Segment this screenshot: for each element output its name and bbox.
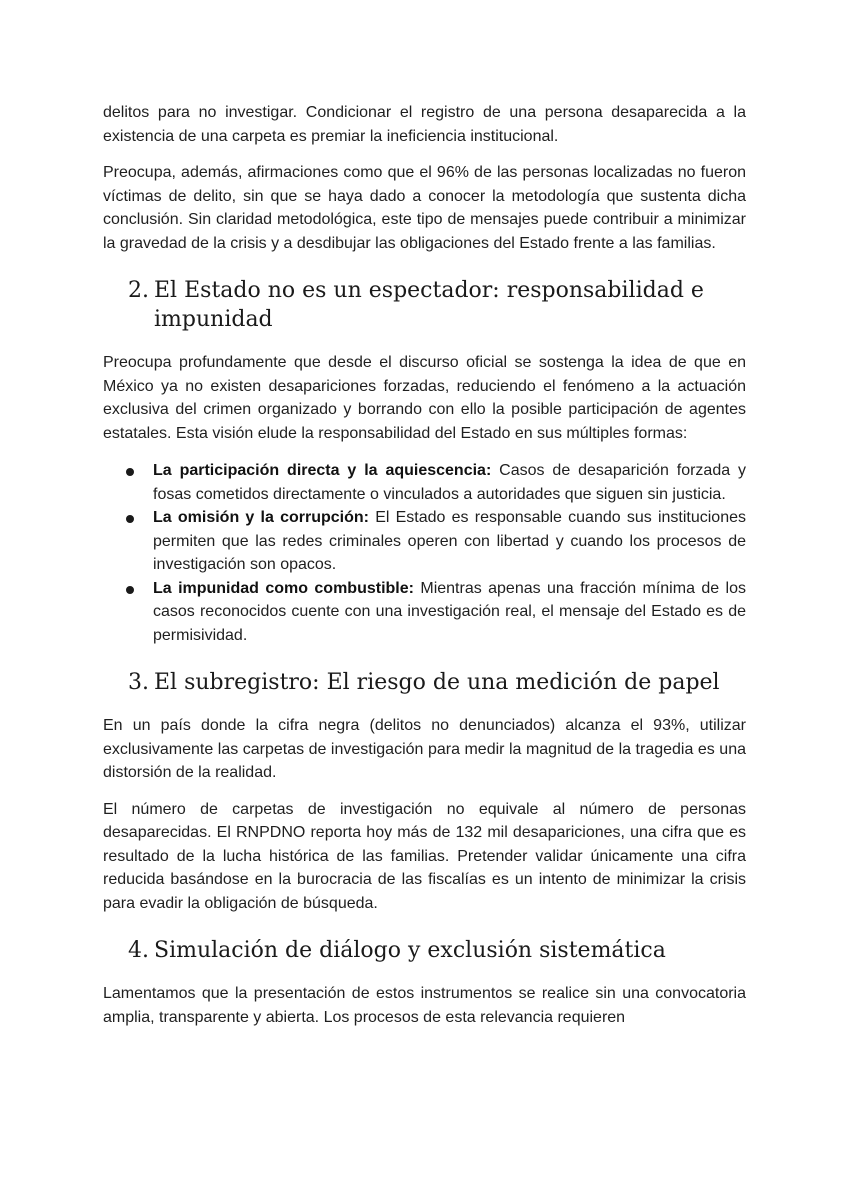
section-number: 3. <box>128 670 149 695</box>
section-heading-3 <box>103 668 746 697</box>
list-item <box>103 459 746 506</box>
list-item <box>103 506 746 577</box>
section-heading-2 <box>103 276 746 334</box>
section-title: El subregistro: El riesgo de una medición de papel <box>154 670 720 695</box>
list-item-text: Casos de desaparición forzada y fosas cometidos directamente o vinculados a autoridades que siguen sin justicia. <box>153 462 747 503</box>
bullet-icon <box>126 468 134 476</box>
list-item <box>103 577 746 648</box>
bullet-icon <box>126 515 134 523</box>
list-item-label: La omisión y la corrupción: <box>153 509 369 526</box>
list-item-text: Mientras apenas una fracción mínima de los casos reconocidos cuente con una investigación real, el mensaje del Estado es de permisividad. <box>153 579 747 644</box>
body-paragraph: Lamentamos que la presentación de estos instrumentos se realice sin una convocatoria amplia, transparente y abierta. Los procesos de esta relevancia requieren <box>103 985 746 1026</box>
body-paragraph: El número de carpetas de investigación no equivale al número de personas desaparecidas. El RNPDNO reporta hoy más de 132 mil desapariciones, una cifra que es resultado de la lucha histórica de las familias. Pretender validar únicamente una cifra reducida basándose en la burocracia de las fiscalías es un intento de minimizar la crisis para evadir la obligación de búsqueda. <box>103 800 746 912</box>
section-title: El Estado no es un espectador: responsabilidad e impunidad <box>154 278 704 332</box>
list-item-text: El Estado es responsable cuando sus instituciones permiten que las redes criminales operen con libertad y cuando los procesos de investigación son opacos. <box>153 509 746 573</box>
list-item-label: La impunidad como combustible: <box>153 579 414 597</box>
section-number: 2. <box>128 278 149 303</box>
list-item-label: La participación directa y la aquiescencia: <box>153 462 492 479</box>
body-paragraph: Preocupa, además, afirmaciones como que el 96% de las personas localizadas no fueron víctimas de delito, sin que se haya dado a conocer la metodología que sustenta dicha conclusión. Sin claridad metodológica, este tipo de mensajes puede contribuir a minimizar la gravedad de la crisis y a desdibujar las obligaciones del Estado frente a las familias. <box>103 164 746 252</box>
bullet-icon <box>126 586 134 594</box>
bullet-list <box>103 459 746 647</box>
body-paragraph: En un país donde la cifra negra (delitos no denunciados) alcanza el 93%, utilizar exclusivamente las carpetas de investigación para medir la magnitud de la tragedia es una distorsión de la realidad. <box>103 717 746 781</box>
section-heading-4 <box>103 936 746 965</box>
section-title: Simulación de diálogo y exclusión sistemática <box>154 938 666 963</box>
section-number: 4. <box>128 938 149 963</box>
body-paragraph: delitos para no investigar. Condicionar el registro de una persona desaparecida a la existencia de una carpeta es premiar la ineficiencia institucional. <box>103 104 746 145</box>
body-paragraph: Preocupa profundamente que desde el discurso oficial se sostenga la idea de que en México ya no existen desapariciones forzadas, reduciendo el fenómeno a la actuación exclusiva del crimen organizado y borrando con ello la posible participación de agentes estatales. Esta visión elude la responsabilidad del Estado en sus múltiples formas: <box>103 354 746 442</box>
